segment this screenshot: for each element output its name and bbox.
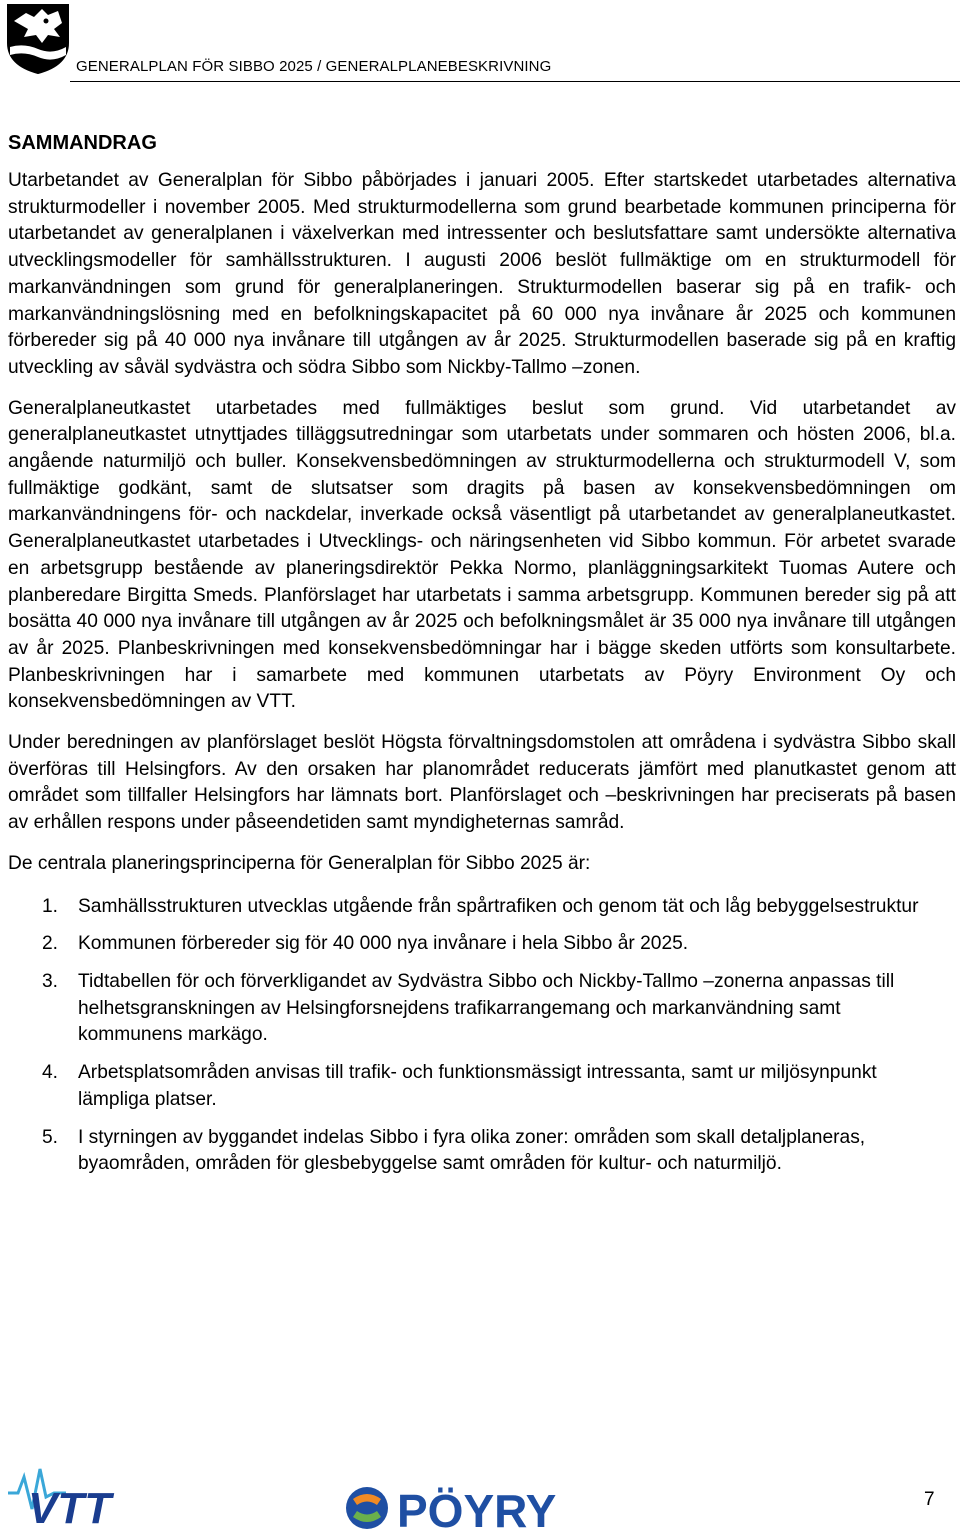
header-divider xyxy=(70,81,960,82)
list-item-text: Tidtabellen för och förverkligandet av Sydvästra Sibbo och Nickby-Tallmo –zonerna anpassas till helhetsgranskningen av Helsingforsnejdens trafikarrangemang och markanvändning samt kommunens markägo. xyxy=(78,970,895,1046)
list-item-number: 2. xyxy=(42,933,59,955)
body-paragraph: Under beredningen av planförslaget beslöt Högsta förvaltningsdomstolen att områdena i sydvästra Sibbo skall överföras till Helsingfors. Av den orsaken har planområdet reducerats jämfört med planutkastet genom att området som tillfaller Helsingfors har lämnats bort. Planförslaget och –beskrivningen har preciserats på basen av erhållen respons under påseendetiden samt myndigheternas samråd. xyxy=(8,732,956,834)
svg-text:VTT: VTT xyxy=(28,1484,112,1529)
section-heading: SAMMANDRAG xyxy=(8,132,157,154)
list-item-text: I styrningen av byggandet indelas Sibbo i fyra olika zoner: områden som skall detaljplaneras, byaområden, områden för glesbebyggelse samt områden för kultur- och naturmiljö. xyxy=(78,1126,866,1175)
list-item-text: Kommunen förbereder sig för 40 000 nya invånare i hela Sibbo år 2025. xyxy=(78,933,689,955)
list-item-text: Arbetsplatsområden anvisas till trafik- och funktionsmässigt intressanta, samt ur miljösynpunkt lämpliga platser. xyxy=(78,1062,877,1110)
list-item-number: 5. xyxy=(42,1126,59,1148)
body-paragraph: Generalplaneutkastet utarbetades med fullmäktiges beslut som grund. Vid utarbetandet av generalplaneutkastet utnyttjades tilläggsutredningar som utarbetats under sommaren och hösten 2006, bl.a. angående naturmiljö och buller. Konsekvensbedömningen av strukturmodellerna och strukturmodell V, som fullmäktige godkänt, samt de slutsatser som dragits på basen av konsekvensbedömningen om markanvändningens för- och nackdelar, inverkade också väsentligt på utarbetandet av generalplaneutkastet. Generalplaneutkastet utarbetades i Utvecklings- och näringsenheten vid Sibbo kommun. För arbetet svarade en arbetsgrupp bestående av planeringsdirektör Pekka Normo, planläggningsarkitekt Tuomas Autere och planberedare Birgitta Smeds. Planförslaget har utarbetats i samma arbetsgrupp. Kommunen bereder sig på att bosätta 40 000 nya invånare till utgången av år 2025 och befolkningsmålet är 35 000 nya invånare till utgången av år 2025. Planbeskrivningen med konsekvensbedömningar har i bägge skeden utförts som konsultarbete. Planbeskrivningen har i samarbete med kommunen utarbetats av Pöyry Environment Oy och konsekvensbedömningen av VTT. xyxy=(8,397,956,713)
list-intro: De centrala planeringsprinciperna för Generalplan för Sibbo 2025 är: xyxy=(8,852,591,874)
list-item xyxy=(8,1125,956,1178)
list-item xyxy=(8,894,956,921)
list-item-number: 1. xyxy=(42,895,59,917)
list-item-text: Samhällsstrukturen utvecklas utgående från spårtrafiken och genom tät och låg bebyggelsestruktur xyxy=(78,895,919,917)
svg-text:PÖYRY: PÖYRY xyxy=(397,1485,557,1533)
document-title: GENERALPLAN FÖR SIBBO 2025 / GENERALPLANEBESKRIVNING xyxy=(76,58,552,75)
list-item xyxy=(8,1060,956,1113)
sibbo-coat-of-arms-icon xyxy=(6,3,70,75)
document-body xyxy=(8,130,956,1189)
page-footer xyxy=(0,1455,960,1538)
list-item-number: 4. xyxy=(42,1062,59,1084)
vtt-logo xyxy=(6,1463,176,1529)
page-header xyxy=(0,0,960,90)
principles-list xyxy=(8,894,956,1178)
list-item xyxy=(8,969,956,1049)
body-paragraph: Utarbetandet av Generalplan för Sibbo påbörjades i januari 2005. Efter startskedet utarbetades alternativa strukturmodeller i november 2005. Med strukturmodellerna som grund bearbetade kommunen principerna för utarbetandet av generalplanen i växelverkan med intressenter och beslutsfattare samt undersökte alternativa utvecklingsmodeller för samhällsstrukturen. I augusti 2006 beslöt fullmäktige om en strukturmodell för markanvändningen som grund för generalplaneringen. Strukturmodellen baserar sig på en trafik- och markanvändningslösning med en befolkningskapacitet på 60 000 nya invånare år 2025 och kommunen förbereder sig på 40 000 nya invånare till utgången av år 2025. Strukturmodellen baserade sig på en kraftig utveckling av såväl sydvästra och södra Sibbo som Nickby-Tallmo –zonen. xyxy=(8,170,956,378)
poyry-logo xyxy=(343,1483,605,1533)
list-item-number: 3. xyxy=(42,970,59,992)
list-item xyxy=(8,931,956,958)
page-number: 7 xyxy=(924,1489,935,1510)
